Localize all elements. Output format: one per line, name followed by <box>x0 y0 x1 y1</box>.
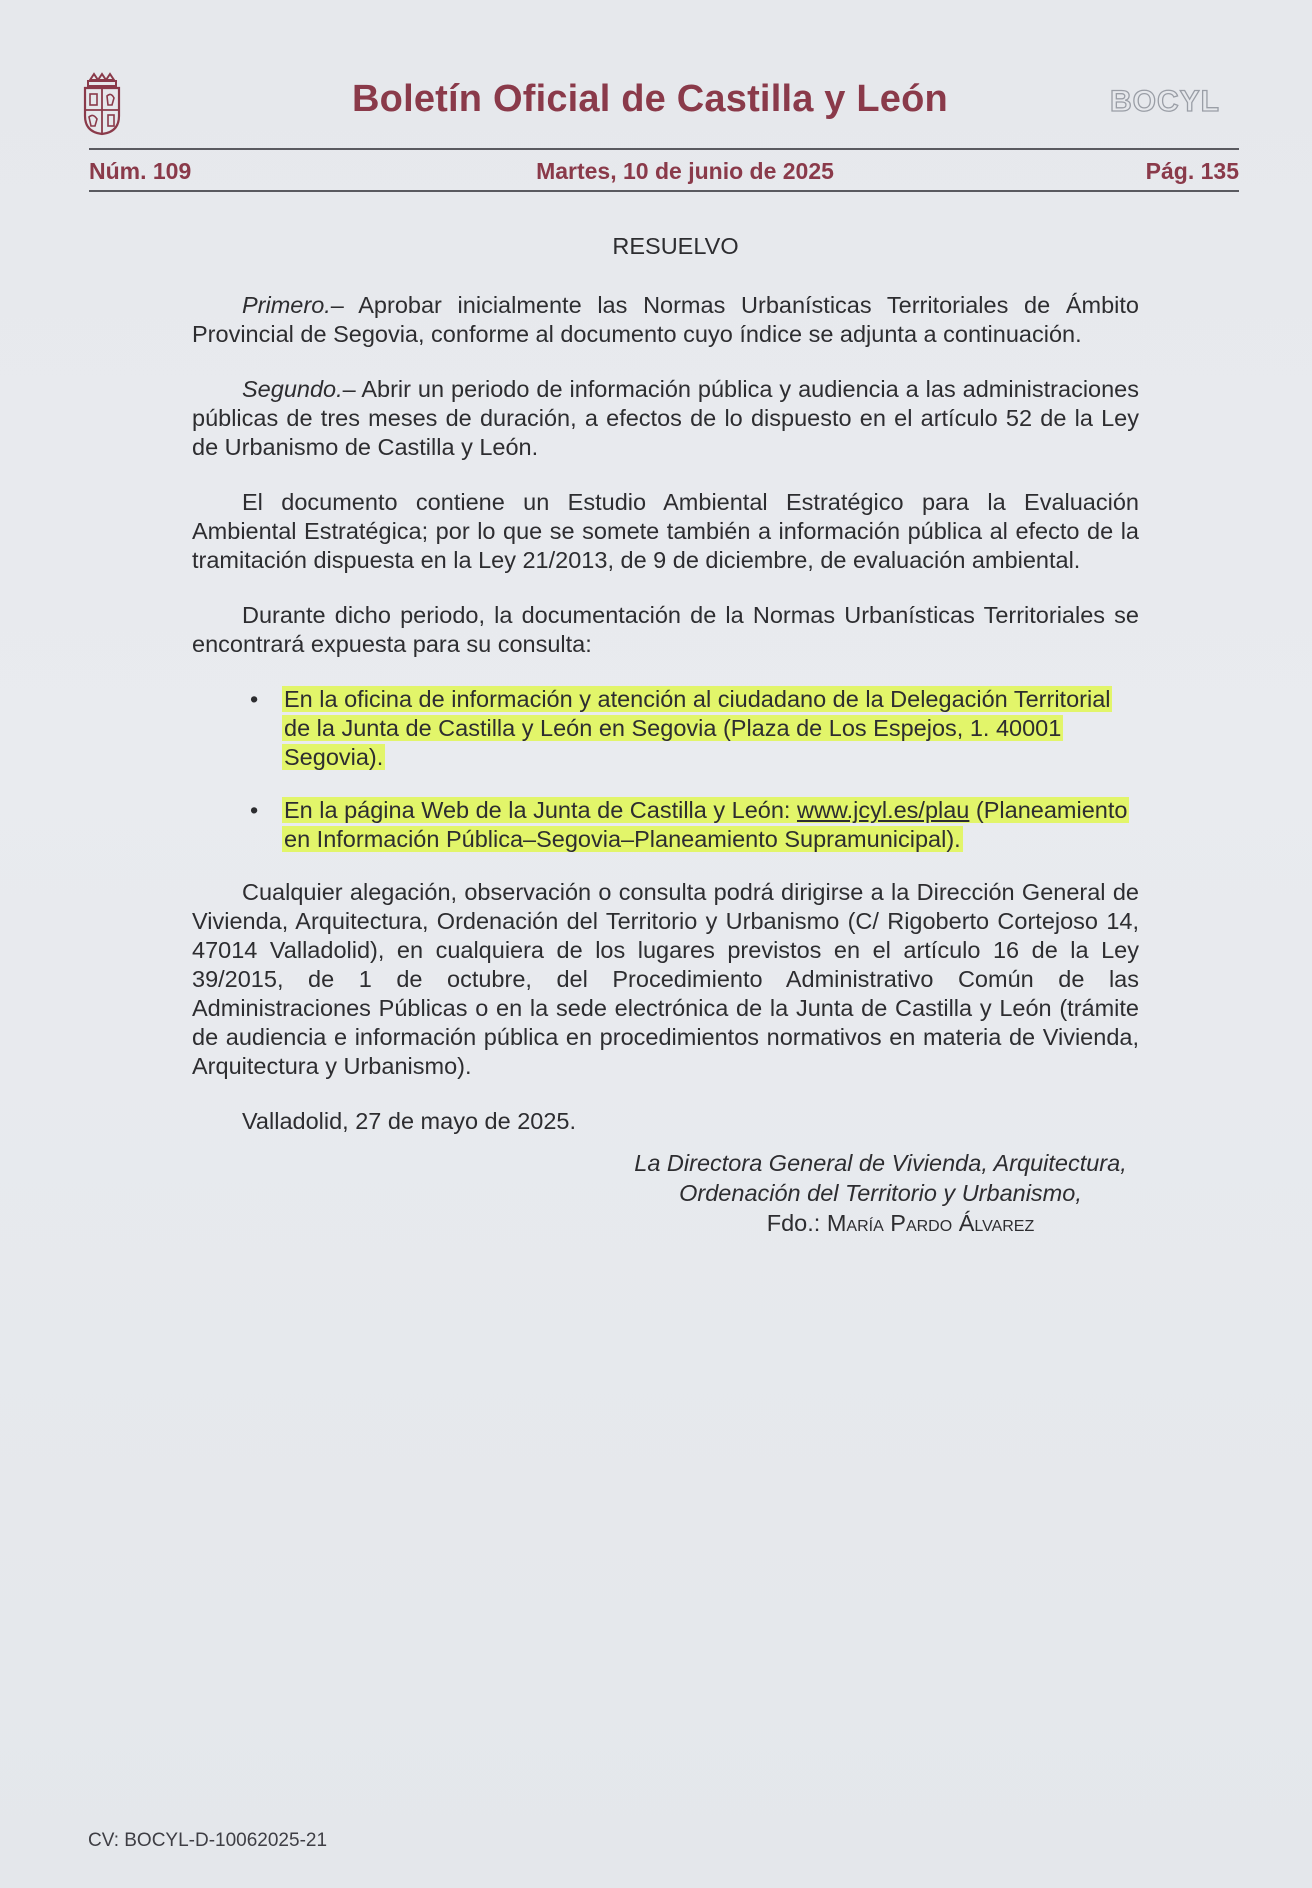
segundo-text: – Abrir un periodo de información pública y audiencia a las administraciones públicas de tres meses de duración, a efectos de lo dispuesto en el artículo 52 de la Ley de Urbanismo de Castilla y León. <box>192 376 1139 460</box>
signature-title-line1: La Directora General de Vivienda, Arquitectura, <box>634 1150 1127 1176</box>
issue-date: Martes, 10 de junio de 2025 <box>536 158 834 184</box>
list-item <box>250 796 1139 854</box>
primero-paragraph <box>192 291 1139 349</box>
place-date: Valladolid, 27 de mayo de 2025. <box>242 1108 577 1134</box>
resuelvo-heading: RESUELVO <box>612 233 739 259</box>
issue-number: Núm. 109 <box>89 158 192 184</box>
bullet-icon: • <box>250 797 259 823</box>
primero-label: Primero. <box>242 292 331 318</box>
primero-text: – Aprobar inicialmente las Normas Urbanísticas Territoriales de Ámbito Provincial de Segovia, conforme al documento cuyo índice se adjunta a continuación. <box>192 292 1139 347</box>
signature-fdo: Fdo.: <box>766 1210 827 1236</box>
highlighted-text: En la oficina de información y atención al ciudadano de la Delegación Territorial de la Junta de Castilla y León en Segovia (Plaza de Los Espejos, 1. 40001 Segovia). <box>284 686 1111 770</box>
segundo-paragraph <box>192 375 1139 462</box>
bulletin-title: Boletín Oficial de Castilla y León <box>352 78 948 120</box>
signature-name <box>192 1208 1139 1238</box>
page-number: Pág. 135 <box>1145 158 1239 184</box>
signature-title-line2: Ordenación del Territorio y Urbanismo, <box>679 1180 1082 1206</box>
estudio-paragraph: El documento contiene un Estudio Ambiental Estratégico para la Evaluación Ambiental Estratégica; por lo que se somete también a información pública al efecto de la tramitación dispuesta en la Ley 21/2013, de 9 de diciembre, de evaluación ambiental. <box>192 489 1139 573</box>
document-body <box>192 232 1139 1238</box>
segundo-label: Segundo. <box>242 376 343 402</box>
signatory-name: María Pardo Álvarez <box>826 1210 1035 1236</box>
header-rule-top <box>89 148 1239 150</box>
durante-paragraph: Durante dicho periodo, la documentación de la Normas Urbanísticas Territoriales se encontrará expuesta para su consulta: <box>192 602 1139 657</box>
list-item <box>250 685 1139 772</box>
bullet-icon: • <box>250 686 259 712</box>
bullet2-prefix: En la página Web de la Junta de Castilla y León: <box>284 797 797 823</box>
consultation-list <box>192 685 1139 854</box>
bullet2-suffix: (Planeamiento en Información Pública–Segovia–Planeamiento Supramunicipal). <box>284 797 1128 852</box>
plau-link[interactable]: www.jcyl.es/plau <box>796 797 970 823</box>
coat-of-arms-icon <box>82 72 122 136</box>
header-rule-bottom <box>89 190 1239 192</box>
cv-code: CV: BOCYL-D-10062025-21 <box>88 1830 328 1851</box>
bocyl-wordmark: BOCYL <box>1110 85 1220 118</box>
alegacion-paragraph: Cualquier alegación, observación o consulta podrá dirigirse a la Dirección General de Vivienda, Arquitectura, Ordenación del Territorio y Urbanismo (C/ Rigoberto Cortejoso 14, 47014 Valladolid), en cualquiera de los lugares previstos en el artículo 16 de la Ley 39/2015, de 1 de octubre, del Procedimiento Administrativo Común de las Administraciones Públicas o en la sede electrónica de la Junta de Castilla y León (trámite de audiencia e información pública en procedimientos normativos en materia de Vivienda, Arquitectura y Urbanismo). <box>192 879 1139 1079</box>
highlighted-text <box>282 797 1129 852</box>
